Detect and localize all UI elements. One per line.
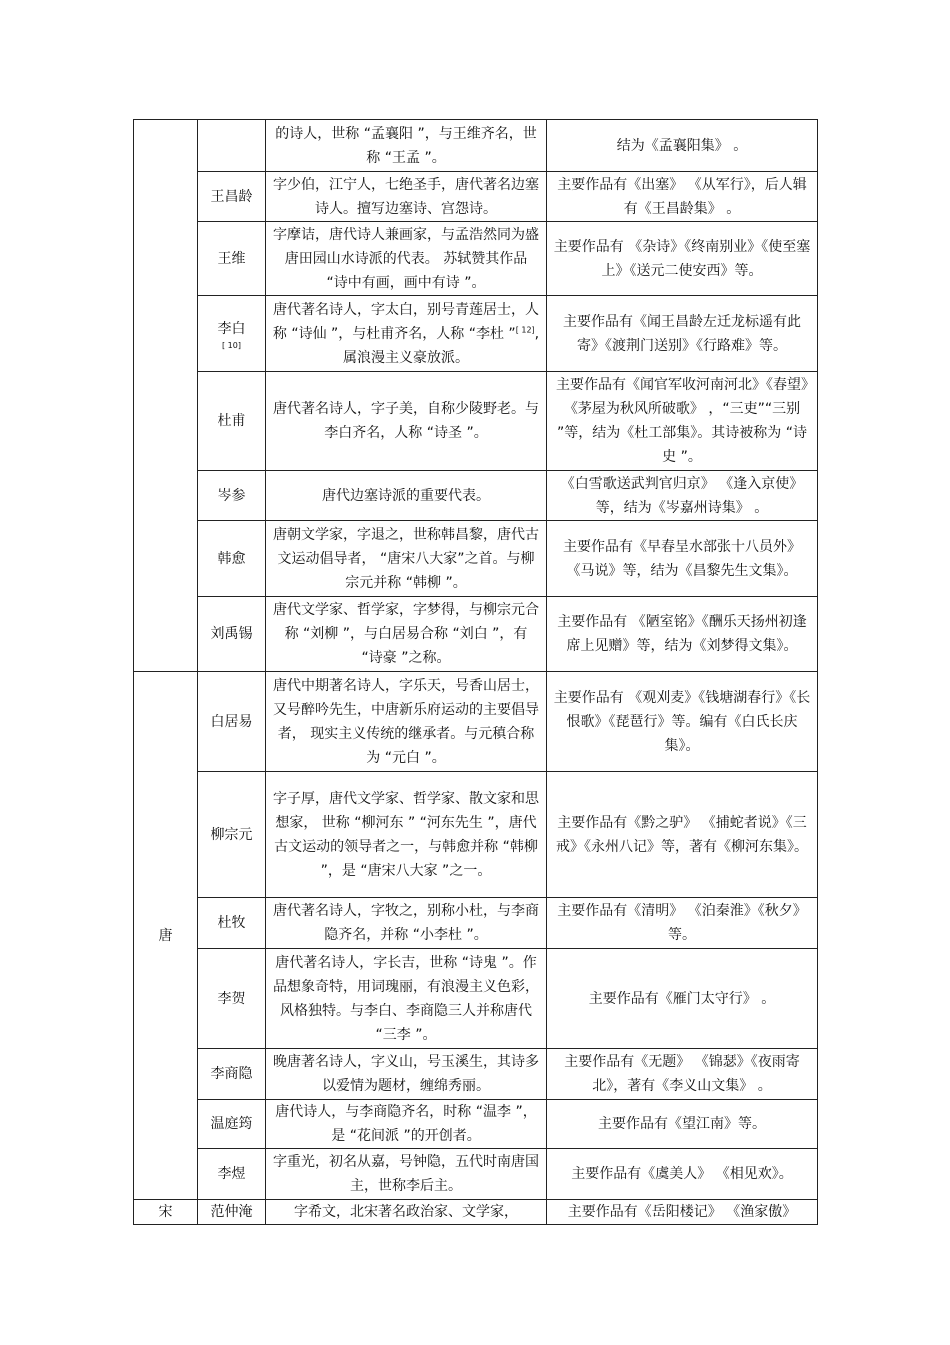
reference-mark: [ 12] [515, 324, 535, 334]
poet-works: 主要作品有 《陋室铭》《酬乐天扬州初逢席上见赠》等，结为《刘梦得文集》。 [547, 597, 818, 672]
poet-name: 杜牧 [198, 898, 266, 949]
poet-works: 主要作品有《雁门太守行》 。 [547, 949, 818, 1049]
poet-name: 柳宗元 [198, 772, 266, 898]
poet-bio: 字少伯，江宁人，七绝圣手，唐代著名边塞诗人。擅写边塞诗、宫怨诗。 [266, 172, 547, 222]
poet-works: 主要作品有《望江南》等。 [547, 1100, 818, 1149]
poet-works: 主要作品有《闻官军收河南河北》《春望》《茅屋为秋风所破歌》 ，“三吏”“三别 ”等，结为《杜工部集》。其诗被称为 “诗史 ”。 [547, 372, 818, 471]
dynasty-cell-blank [134, 120, 198, 672]
poets-table [133, 119, 818, 1225]
poet-name: 李煜 [198, 1149, 266, 1200]
table-row [134, 372, 818, 471]
table-row [134, 172, 818, 222]
poet-works: 主要作品有 《观刈麦》《钱塘湖春行》《长恨歌》《琵琶行》等。编有《白氏长庆集》。 [547, 672, 818, 772]
table-row [134, 120, 818, 172]
poet-bio: 字子厚，唐代文学家、哲学家、散文家和思想家， 世称 “柳河东 ” “河东先生 ”，唐代古文运动的领导者之一，与韩愈并称 “韩柳 ”，是 “唐宋八大家 ”之一。 [266, 772, 547, 898]
table-row [134, 1149, 818, 1200]
poet-name: 王维 [198, 222, 266, 296]
poet-works: 主要作品有《无题》 《锦瑟》《夜雨寄北》，著有《李义山文集》 。 [547, 1049, 818, 1100]
poet-bio: 字希文，北宋著名政治家、文学家， [266, 1200, 547, 1225]
poet-name: 白居易 [198, 672, 266, 772]
poet-bio: 的诗人，世称 “孟襄阳 ”，与王维齐名，世称 “王孟 ”。 [266, 120, 547, 172]
poet-name [198, 120, 266, 172]
dynasty-cell: 宋 [134, 1200, 198, 1225]
poet-works: 《白雪歌送武判官归京》 《逢入京使》等，结为《岑嘉州诗集》 。 [547, 471, 818, 521]
poet-bio: 晚唐著名诗人，字义山，号玉溪生，其诗多以爱情为题材，缠绵秀丽。 [266, 1049, 547, 1100]
table-row [134, 222, 818, 296]
table-row [134, 597, 818, 672]
table-row [134, 1049, 818, 1100]
table-row [134, 1200, 818, 1225]
poet-works: 主要作品有《岳阳楼记》 《渔家傲》 [547, 1200, 818, 1225]
poet-bio [266, 296, 547, 372]
poet-bio: 唐代诗人，与李商隐齐名，时称 “温李 ”，是 “花间派 ”的开创者。 [266, 1100, 547, 1149]
table-row [134, 521, 818, 597]
poet-name: 李贺 [198, 949, 266, 1049]
table-row [134, 1100, 818, 1149]
poet-bio: 唐代中期著名诗人，字乐天，号香山居士，又号醉吟先生，中唐新乐府运动的主要倡导者， 现实主义传统的继承者。与元稹合称为 “元白 ”。 [266, 672, 547, 772]
poet-name: 岑参 [198, 471, 266, 521]
table-row [134, 949, 818, 1049]
table-row [134, 772, 818, 898]
dynasty-cell: 唐 [134, 672, 198, 1200]
table-row [134, 672, 818, 772]
table-row [134, 898, 818, 949]
poet-bio: 唐代著名诗人，字牧之，别称小杜，与李商隐齐名，并称 “小李杜 ”。 [266, 898, 547, 949]
poet-works: 主要作品有《清明》 《泊秦淮》《秋夕》等。 [547, 898, 818, 949]
reference-mark: [ 10] [222, 340, 241, 350]
poet-bio-text: 唐代著名诗人，字太白，别号青莲居士，人称 “诗仙 ”，与杜甫齐名，人称 “李杜 ” [272, 301, 539, 342]
poet-works: 主要作品有《出塞》 《从军行》，后人辑有《王昌龄集》 。 [547, 172, 818, 222]
poet-name-cell [198, 296, 266, 372]
poet-works: 主要作品有《黔之驴》 《捕蛇者说》《三戒》《永州八记》等，著有《柳河东集》。 [547, 772, 818, 898]
poet-name: 王昌龄 [198, 172, 266, 222]
table-row [134, 296, 818, 372]
poet-bio-text: , 属浪漫主义豪放派。 [343, 325, 540, 366]
poet-name: 李商隐 [198, 1049, 266, 1100]
poet-name: 温庭筠 [198, 1100, 266, 1149]
poet-works: 主要作品有《闻王昌龄左迁龙标遥有此寄》《渡荆门送别》《行路难》等。 [547, 296, 818, 372]
poet-name: 李白 [217, 320, 246, 337]
poet-name: 杜甫 [198, 372, 266, 471]
poet-works: 主要作品有《虞美人》 《相见欢》。 [547, 1149, 818, 1200]
table-row [134, 471, 818, 521]
poet-bio: 唐代文学家、哲学家，字梦得，与柳宗元合称 “刘柳 ”，与白居易合称 “刘白 ”，有 “诗豪 ”之称。 [266, 597, 547, 672]
poet-bio: 字重光，初名从嘉，号钟隐，五代时南唐国主，世称李后主。 [266, 1149, 547, 1200]
poet-works: 主要作品有《早春呈水部张十八员外》《马说》等，结为《昌黎先生文集》。 [547, 521, 818, 597]
poet-works: 结为《孟襄阳集》 。 [547, 120, 818, 172]
poet-name: 刘禹锡 [198, 597, 266, 672]
poet-name: 范仲淹 [198, 1200, 266, 1225]
poet-bio: 唐代边塞诗派的重要代表。 [266, 471, 547, 521]
poet-bio: 唐代著名诗人，字长吉，世称 “诗鬼 ”。作品想象奇特，用词瑰丽，有浪漫主义色彩，风格独特。与李白、李商隐三人并称唐代 “三李 ”。 [266, 949, 547, 1049]
poet-bio: 字摩诘，唐代诗人兼画家，与孟浩然同为盛唐田园山水诗派的代表。 苏轼赞其作品 “诗中有画，画中有诗 ”。 [266, 222, 547, 296]
poet-bio: 唐朝文学家，字退之，世称韩昌黎，唐代古文运动倡导者， “唐宋八大家”之首。与柳宗元并称 “韩柳 ”。 [266, 521, 547, 597]
poet-bio: 唐代著名诗人，字子美，自称少陵野老。与李白齐名，人称 “诗圣 ”。 [266, 372, 547, 471]
poet-works: 主要作品有 《杂诗》《终南别业》《使至塞上》《送元二使安西》等。 [547, 222, 818, 296]
poet-name: 韩愈 [198, 521, 266, 597]
